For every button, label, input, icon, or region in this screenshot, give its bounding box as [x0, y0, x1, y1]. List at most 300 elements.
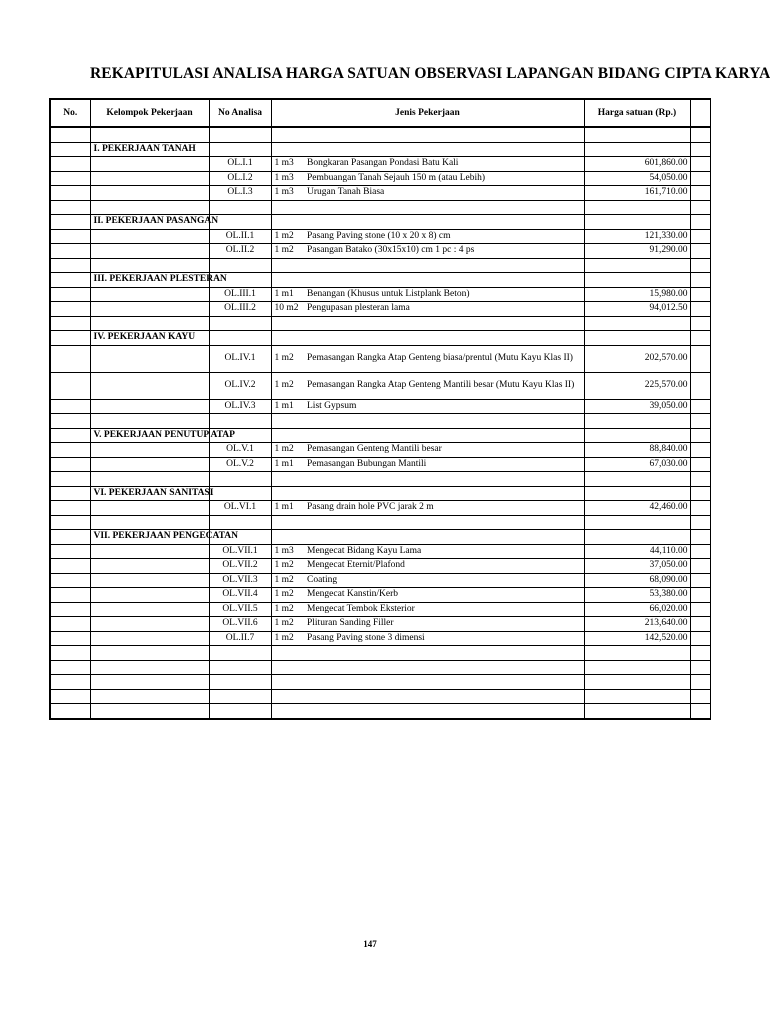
cell-no — [50, 215, 90, 230]
cell-extra — [690, 646, 710, 661]
cell-no — [50, 631, 90, 646]
cell-kelompok — [90, 372, 209, 399]
cell-extra — [690, 617, 710, 632]
cell-analisa — [209, 472, 271, 487]
cell-unit — [271, 689, 304, 704]
cell-jenis: Mengecat Kanstin/Kerb — [304, 588, 584, 603]
table-row — [50, 588, 710, 603]
cell-extra — [690, 372, 710, 399]
cell-no — [50, 316, 90, 331]
cell-jenis — [304, 704, 584, 719]
cell-unit — [271, 530, 304, 545]
cell-analisa: OL.VI.1 — [209, 501, 271, 516]
cell-jenis — [304, 646, 584, 661]
table-row — [50, 157, 710, 172]
cell-unit: 1 m2 — [271, 631, 304, 646]
cell-unit: 1 m2 — [271, 559, 304, 574]
cell-analisa: OL.VII.5 — [209, 602, 271, 617]
cell-harga — [584, 316, 690, 331]
blank-row — [50, 414, 710, 429]
cell-extra — [690, 530, 710, 545]
cell-jenis: Pasangan Batako (30x15x10) cm 1 pc : 4 ps — [304, 244, 584, 259]
cell-unit: 1 m2 — [271, 345, 304, 372]
cell-no — [50, 559, 90, 574]
cell-extra — [690, 631, 710, 646]
cell-harga: 142,520.00 — [584, 631, 690, 646]
cell-no — [50, 675, 90, 690]
cell-extra — [690, 602, 710, 617]
cell-extra — [690, 229, 710, 244]
cell-no — [50, 244, 90, 259]
section-label: I. PEKERJAAN TANAH — [90, 142, 209, 157]
cell-jenis: Pemasangan Rangka Atap Genteng Mantili besar (Mutu Kayu Klas II) — [304, 372, 584, 399]
cell-jenis — [304, 689, 584, 704]
cell-unit — [271, 273, 304, 288]
cell-analisa: OL.VII.6 — [209, 617, 271, 632]
cell-harga — [584, 660, 690, 675]
cell-jenis: List Gypsum — [304, 399, 584, 414]
cell-unit — [271, 675, 304, 690]
section-row — [50, 273, 710, 288]
cell-jenis — [304, 331, 584, 346]
cell-analisa — [209, 258, 271, 273]
cell-kelompok — [90, 414, 209, 429]
cell-unit: 1 m1 — [271, 399, 304, 414]
cell-extra — [690, 287, 710, 302]
cell-analisa: OL.I.3 — [209, 186, 271, 201]
cell-harga: 88,840.00 — [584, 443, 690, 458]
cell-extra — [690, 171, 710, 186]
cell-jenis — [304, 316, 584, 331]
cell-unit: 1 m2 — [271, 244, 304, 259]
cell-analisa — [209, 675, 271, 690]
cell-no — [50, 457, 90, 472]
cell-jenis — [304, 215, 584, 230]
cell-harga: 213,640.00 — [584, 617, 690, 632]
section-label: IV. PEKERJAAN KAYU — [90, 331, 209, 346]
cell-no — [50, 530, 90, 545]
cell-kelompok — [90, 588, 209, 603]
cell-kelompok — [90, 515, 209, 530]
cell-harga: 44,110.00 — [584, 544, 690, 559]
cell-no — [50, 372, 90, 399]
cell-analisa — [209, 200, 271, 215]
cell-harga — [584, 689, 690, 704]
cell-harga: 37,050.00 — [584, 559, 690, 574]
cell-unit — [271, 200, 304, 215]
cell-harga: 53,380.00 — [584, 588, 690, 603]
blank-row — [50, 258, 710, 273]
cell-extra — [690, 472, 710, 487]
table-row — [50, 244, 710, 259]
cell-no — [50, 428, 90, 443]
cell-no — [50, 660, 90, 675]
cell-jenis — [304, 200, 584, 215]
cell-kelompok — [90, 646, 209, 661]
cell-unit — [271, 472, 304, 487]
cell-no — [50, 287, 90, 302]
table-row — [50, 602, 710, 617]
cell-extra — [690, 142, 710, 157]
cell-no — [50, 345, 90, 372]
cell-harga — [584, 200, 690, 215]
cell-jenis — [304, 273, 584, 288]
cell-analisa: OL.II.1 — [209, 229, 271, 244]
cell-kelompok — [90, 157, 209, 172]
table-row — [50, 443, 710, 458]
cell-no — [50, 229, 90, 244]
cell-analisa — [209, 486, 271, 501]
cell-analisa: OL.V.1 — [209, 443, 271, 458]
blank-row — [50, 689, 710, 704]
cell-jenis: Pemasangan Rangka Atap Genteng biasa/prentul (Mutu Kayu Klas II) — [304, 345, 584, 372]
section-row — [50, 486, 710, 501]
cell-analisa: OL.I.1 — [209, 157, 271, 172]
cell-unit — [271, 486, 304, 501]
cell-analisa: OL.VII.4 — [209, 588, 271, 603]
section-row — [50, 215, 710, 230]
blank-row — [50, 515, 710, 530]
cell-unit — [271, 142, 304, 157]
cell-extra — [690, 588, 710, 603]
cell-jenis: Mengecat Eternit/Plafond — [304, 559, 584, 574]
section-label: VI. PEKERJAAN SANITASI — [90, 486, 209, 501]
table-row — [50, 302, 710, 317]
cell-harga — [584, 646, 690, 661]
cell-harga: 94,012.50 — [584, 302, 690, 317]
cell-harga: 39,050.00 — [584, 399, 690, 414]
cell-jenis: Pasang Paving stone 3 dimensi — [304, 631, 584, 646]
price-recap-table — [49, 98, 711, 720]
cell-kelompok — [90, 660, 209, 675]
cell-analisa — [209, 414, 271, 429]
cell-kelompok — [90, 617, 209, 632]
cell-harga — [584, 428, 690, 443]
cell-unit: 1 m2 — [271, 229, 304, 244]
cell-unit — [271, 258, 304, 273]
cell-extra — [690, 443, 710, 458]
cell-kelompok — [90, 287, 209, 302]
cell-no — [50, 588, 90, 603]
cell-no — [50, 486, 90, 501]
table-row — [50, 287, 710, 302]
cell-extra — [690, 258, 710, 273]
cell-no — [50, 501, 90, 516]
table-row — [50, 559, 710, 574]
cell-jenis — [304, 414, 584, 429]
cell-extra — [690, 689, 710, 704]
cell-analisa — [209, 515, 271, 530]
table-row — [50, 617, 710, 632]
cell-no — [50, 443, 90, 458]
cell-no — [50, 472, 90, 487]
cell-analisa: OL.V.2 — [209, 457, 271, 472]
cell-kelompok — [90, 229, 209, 244]
cell-unit — [271, 331, 304, 346]
table-row — [50, 573, 710, 588]
cell-jenis: Benangan (Khusus untuk Listplank Beton) — [304, 287, 584, 302]
section-label: III. PEKERJAAN PLESTERAN — [90, 273, 209, 288]
cell-unit: 1 m3 — [271, 186, 304, 201]
blank-row — [50, 660, 710, 675]
cell-jenis — [304, 486, 584, 501]
cell-jenis — [304, 258, 584, 273]
cell-kelompok — [90, 704, 209, 719]
cell-no — [50, 573, 90, 588]
table-row — [50, 399, 710, 414]
cell-kelompok — [90, 399, 209, 414]
cell-harga — [584, 331, 690, 346]
cell-no — [50, 331, 90, 346]
cell-kelompok — [90, 127, 209, 142]
table-row — [50, 229, 710, 244]
cell-harga — [584, 215, 690, 230]
cell-jenis: Urugan Tanah Biasa — [304, 186, 584, 201]
blank-row — [50, 200, 710, 215]
cell-harga — [584, 515, 690, 530]
cell-unit: 1 m2 — [271, 617, 304, 632]
page-number: 147 — [363, 939, 377, 949]
cell-no — [50, 602, 90, 617]
cell-unit: 1 m1 — [271, 457, 304, 472]
section-row — [50, 428, 710, 443]
cell-kelompok — [90, 316, 209, 331]
cell-harga — [584, 530, 690, 545]
cell-jenis: Coating — [304, 573, 584, 588]
cell-unit: 1 m2 — [271, 588, 304, 603]
blank-row — [50, 675, 710, 690]
cell-kelompok — [90, 472, 209, 487]
cell-harga: 225,570.00 — [584, 372, 690, 399]
cell-no — [50, 157, 90, 172]
cell-harga: 42,460.00 — [584, 501, 690, 516]
cell-extra — [690, 704, 710, 719]
cell-unit — [271, 646, 304, 661]
cell-kelompok — [90, 544, 209, 559]
cell-analisa — [209, 704, 271, 719]
cell-analisa: OL.III.2 — [209, 302, 271, 317]
cell-unit — [271, 127, 304, 142]
cell-unit — [271, 414, 304, 429]
cell-analisa: OL.VII.2 — [209, 559, 271, 574]
cell-jenis: Plituran Sanding Filler — [304, 617, 584, 632]
cell-extra — [690, 501, 710, 516]
table-row — [50, 345, 710, 372]
cell-no — [50, 186, 90, 201]
cell-unit: 1 m2 — [271, 602, 304, 617]
cell-unit: 1 m2 — [271, 372, 304, 399]
cell-harga: 68,090.00 — [584, 573, 690, 588]
cell-extra — [690, 399, 710, 414]
cell-no — [50, 200, 90, 215]
cell-analisa: OL.IV.1 — [209, 345, 271, 372]
cell-kelompok — [90, 244, 209, 259]
cell-analisa: OL.IV.3 — [209, 399, 271, 414]
cell-unit — [271, 428, 304, 443]
cell-harga: 67,030.00 — [584, 457, 690, 472]
cell-extra — [690, 127, 710, 142]
table-row — [50, 631, 710, 646]
cell-jenis — [304, 472, 584, 487]
cell-jenis — [304, 515, 584, 530]
header-jenis: Jenis Pekerjaan — [271, 99, 584, 127]
cell-kelompok — [90, 345, 209, 372]
cell-no — [50, 689, 90, 704]
cell-jenis — [304, 660, 584, 675]
cell-no — [50, 399, 90, 414]
cell-kelompok — [90, 457, 209, 472]
cell-harga — [584, 704, 690, 719]
cell-kelompok — [90, 631, 209, 646]
cell-analisa: OL.II.7 — [209, 631, 271, 646]
cell-no — [50, 414, 90, 429]
cell-analisa — [209, 316, 271, 331]
cell-harga — [584, 258, 690, 273]
cell-analisa: OL.III.1 — [209, 287, 271, 302]
cell-analisa: OL.VII.1 — [209, 544, 271, 559]
cell-kelompok — [90, 675, 209, 690]
cell-harga: 54,050.00 — [584, 171, 690, 186]
cell-analisa: OL.VII.3 — [209, 573, 271, 588]
cell-extra — [690, 316, 710, 331]
cell-extra — [690, 544, 710, 559]
cell-harga — [584, 127, 690, 142]
section-label: II. PEKERJAAN PASANGAN — [90, 215, 209, 230]
blank-row — [50, 316, 710, 331]
cell-unit: 1 m1 — [271, 501, 304, 516]
cell-unit — [271, 704, 304, 719]
cell-no — [50, 302, 90, 317]
cell-no — [50, 704, 90, 719]
section-label: VII. PEKERJAAN PENGECATAN — [90, 530, 209, 545]
cell-jenis: Pasang drain hole PVC jarak 2 m — [304, 501, 584, 516]
cell-extra — [690, 186, 710, 201]
cell-jenis — [304, 428, 584, 443]
cell-unit: 10 m2 — [271, 302, 304, 317]
cell-harga: 66,020.00 — [584, 602, 690, 617]
cell-jenis: Pengupasan plesteran lama — [304, 302, 584, 317]
header-harga: Harga satuan (Rp.) — [584, 99, 690, 127]
section-label: V. PEKERJAAN PENUTUP ATAP — [90, 428, 209, 443]
cell-analisa — [209, 142, 271, 157]
cell-unit — [271, 515, 304, 530]
cell-unit — [271, 316, 304, 331]
cell-kelompok — [90, 200, 209, 215]
cell-analisa — [209, 331, 271, 346]
table-header-row — [50, 99, 710, 127]
blank-row — [50, 127, 710, 142]
blank-row — [50, 646, 710, 661]
cell-extra — [690, 414, 710, 429]
cell-no — [50, 544, 90, 559]
table-row — [50, 171, 710, 186]
cell-harga: 15,980.00 — [584, 287, 690, 302]
cell-extra — [690, 675, 710, 690]
table-body — [50, 127, 710, 719]
cell-harga — [584, 273, 690, 288]
section-row — [50, 142, 710, 157]
cell-extra — [690, 428, 710, 443]
cell-jenis: Pemasangan Bubungan Mantili — [304, 457, 584, 472]
cell-extra — [690, 573, 710, 588]
cell-unit: 1 m3 — [271, 157, 304, 172]
cell-jenis: Mengecat Bidang Kayu Lama — [304, 544, 584, 559]
cell-unit: 1 m1 — [271, 287, 304, 302]
cell-extra — [690, 457, 710, 472]
cell-unit — [271, 660, 304, 675]
cell-no — [50, 171, 90, 186]
cell-unit — [271, 215, 304, 230]
header-analisa: No Analisa — [209, 99, 271, 127]
cell-harga: 91,290.00 — [584, 244, 690, 259]
cell-kelompok — [90, 573, 209, 588]
cell-extra — [690, 515, 710, 530]
cell-jenis: Pembuangan Tanah Sejauh 150 m (atau Lebih) — [304, 171, 584, 186]
cell-jenis — [304, 530, 584, 545]
table-row — [50, 501, 710, 516]
cell-no — [50, 142, 90, 157]
cell-unit: 1 m2 — [271, 443, 304, 458]
table-row — [50, 457, 710, 472]
table-row — [50, 544, 710, 559]
cell-analisa — [209, 689, 271, 704]
cell-jenis: Bongkaran Pasangan Pondasi Batu Kali — [304, 157, 584, 172]
cell-harga — [584, 486, 690, 501]
table-row — [50, 186, 710, 201]
cell-kelompok — [90, 302, 209, 317]
table-row — [50, 372, 710, 399]
cell-extra — [690, 559, 710, 574]
cell-kelompok — [90, 171, 209, 186]
cell-no — [50, 127, 90, 142]
cell-analisa — [209, 127, 271, 142]
cell-harga — [584, 675, 690, 690]
cell-extra — [690, 244, 710, 259]
cell-jenis: Pemasangan Genteng Mantili besar — [304, 443, 584, 458]
cell-kelompok — [90, 186, 209, 201]
price-recap-table-container — [49, 98, 689, 718]
cell-unit: 1 m3 — [271, 544, 304, 559]
cell-unit: 1 m2 — [271, 573, 304, 588]
cell-harga — [584, 414, 690, 429]
cell-extra — [690, 157, 710, 172]
cell-no — [50, 617, 90, 632]
cell-kelompok — [90, 559, 209, 574]
cell-extra — [690, 302, 710, 317]
cell-kelompok — [90, 689, 209, 704]
section-row — [50, 530, 710, 545]
cell-jenis — [304, 675, 584, 690]
cell-kelompok — [90, 443, 209, 458]
header-kelompok: Kelompok Pekerjaan — [90, 99, 209, 127]
cell-extra — [690, 200, 710, 215]
cell-extra — [690, 345, 710, 372]
cell-jenis — [304, 142, 584, 157]
cell-no — [50, 646, 90, 661]
cell-extra — [690, 273, 710, 288]
cell-no — [50, 273, 90, 288]
cell-kelompok — [90, 258, 209, 273]
cell-harga: 121,330.00 — [584, 229, 690, 244]
cell-jenis: Mengecat Tembok Eksterior — [304, 602, 584, 617]
cell-jenis: Pasang Paving stone (10 x 20 x 8) cm — [304, 229, 584, 244]
cell-jenis — [304, 127, 584, 142]
cell-analisa — [209, 660, 271, 675]
cell-analisa — [209, 646, 271, 661]
section-row — [50, 331, 710, 346]
cell-no — [50, 515, 90, 530]
cell-extra — [690, 215, 710, 230]
